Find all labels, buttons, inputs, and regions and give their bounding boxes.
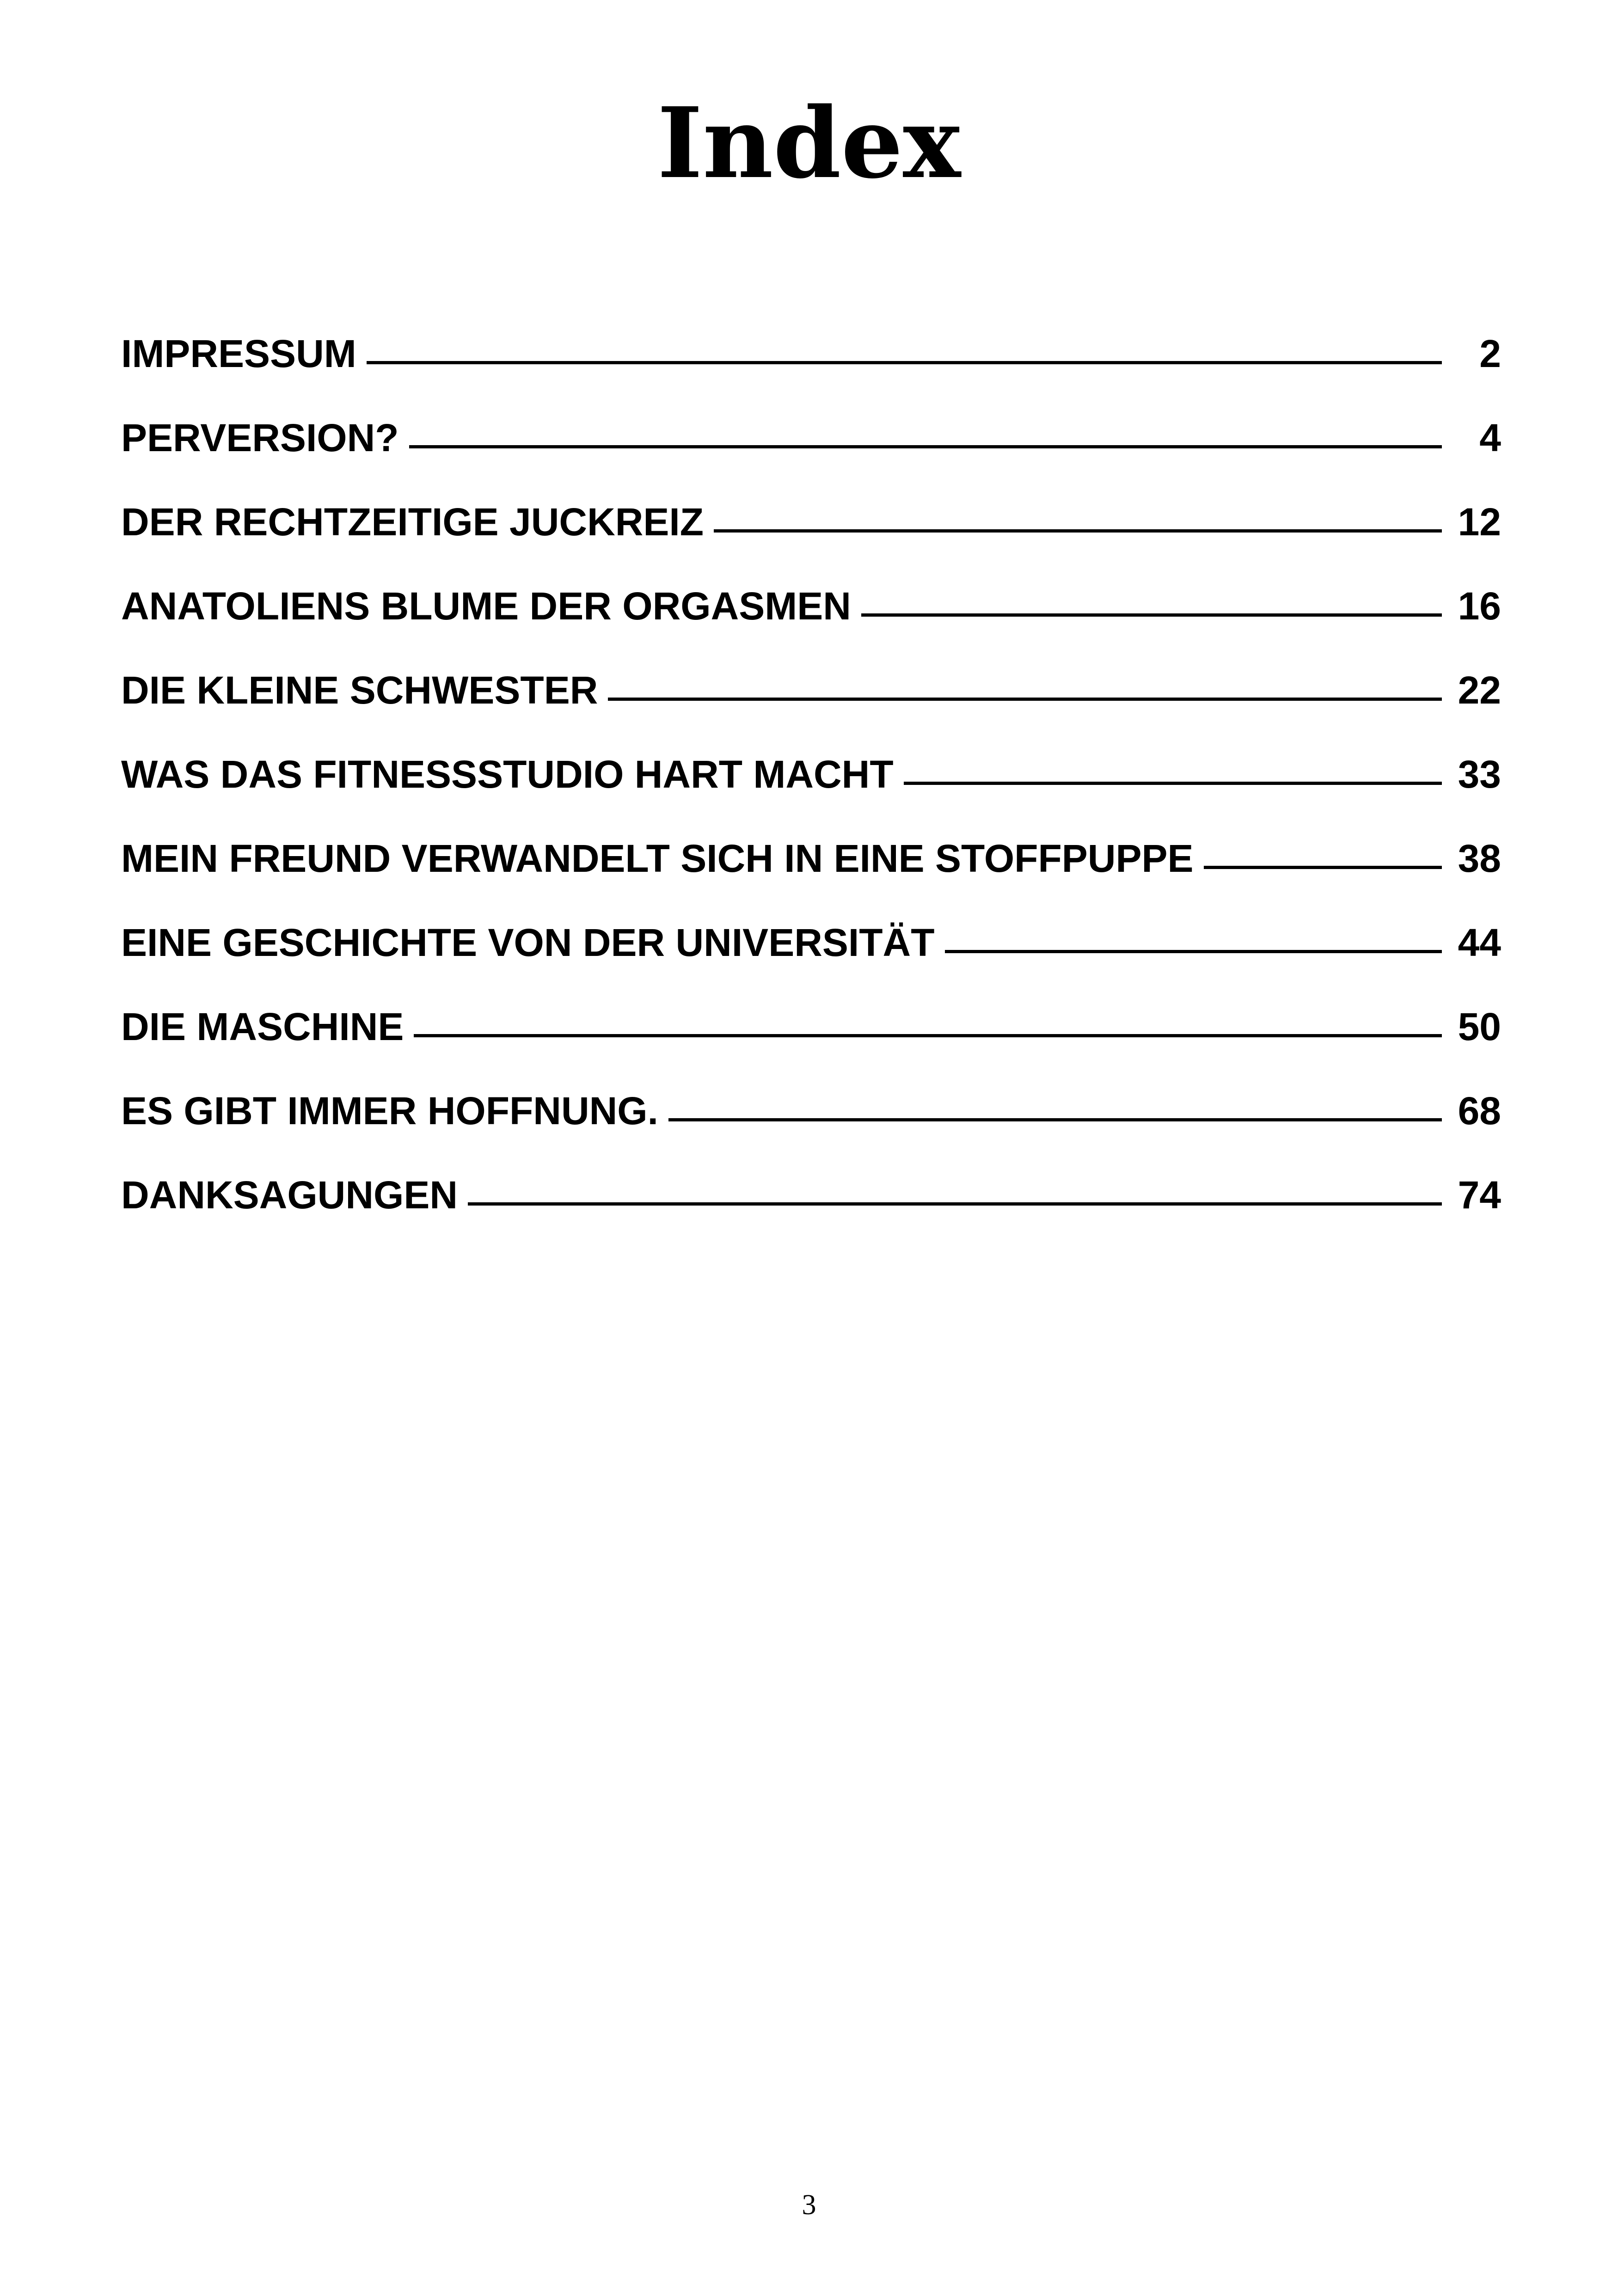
toc-entry-hoffnung[interactable] xyxy=(121,1081,1501,1165)
toc-entry-page: 33 xyxy=(1458,753,1501,796)
toc-entry-title: DER RECHTZEITIGE JUCKREIZ xyxy=(121,500,704,544)
page-title: Index xyxy=(657,86,961,200)
toc-entry-perversion[interactable] xyxy=(121,408,1501,492)
table-of-contents xyxy=(121,324,1501,1249)
toc-leader-line xyxy=(468,1202,1442,1206)
toc-entry-impressum[interactable] xyxy=(121,324,1501,408)
toc-entry-die-kleine-schwester[interactable] xyxy=(121,660,1501,744)
toc-entry-title: EINE GESCHICHTE VON DER UNIVERSITÄT xyxy=(121,921,935,964)
toc-entry-anatoliens-blume[interactable] xyxy=(121,576,1501,660)
toc-entry-title: MEIN FREUND VERWANDELT SICH IN EINE STOFFPUPPE xyxy=(121,837,1194,880)
toc-entry-page: 38 xyxy=(1458,837,1501,880)
toc-leader-line xyxy=(668,1118,1442,1121)
toc-leader-line xyxy=(904,782,1442,785)
toc-entry-page: 2 xyxy=(1479,332,1501,375)
toc-entry-page: 68 xyxy=(1458,1089,1501,1133)
toc-leader-line xyxy=(861,613,1442,617)
toc-entry-der-rechtzeitige-juckreiz[interactable] xyxy=(121,492,1501,576)
toc-entry-page: 22 xyxy=(1458,668,1501,712)
toc-leader-line xyxy=(714,529,1442,533)
toc-leader-line xyxy=(945,950,1442,953)
toc-entry-title: ES GIBT IMMER HOFFNUNG. xyxy=(121,1089,658,1133)
toc-entry-title: PERVERSION? xyxy=(121,416,399,459)
toc-entry-title: WAS DAS FITNESSSTUDIO HART MACHT xyxy=(121,753,894,796)
toc-leader-line xyxy=(414,1034,1442,1037)
toc-leader-line xyxy=(367,361,1442,364)
toc-entry-die-maschine[interactable] xyxy=(121,997,1501,1081)
toc-entry-title: DIE MASCHINE xyxy=(121,1005,404,1048)
toc-entry-page: 50 xyxy=(1458,1005,1501,1048)
toc-entry-universitaet[interactable] xyxy=(121,912,1501,997)
toc-leader-line xyxy=(1204,866,1442,869)
toc-entry-page: 44 xyxy=(1458,921,1501,964)
toc-entry-fitnessstudio[interactable] xyxy=(121,744,1501,828)
toc-entry-page: 4 xyxy=(1479,416,1501,459)
toc-entry-danksagungen[interactable] xyxy=(121,1165,1501,1249)
toc-entry-title: ANATOLIENS BLUME DER ORGASMEN xyxy=(121,584,851,628)
toc-entry-title: IMPRESSUM xyxy=(121,332,356,375)
toc-leader-line xyxy=(409,445,1442,448)
page-number: 3 xyxy=(802,2189,816,2221)
toc-entry-page: 12 xyxy=(1458,500,1501,544)
toc-leader-line xyxy=(608,698,1442,701)
toc-entry-title: DANKSAGUNGEN xyxy=(121,1173,458,1217)
toc-entry-stoffpuppe[interactable] xyxy=(121,828,1501,912)
toc-entry-page: 16 xyxy=(1458,584,1501,628)
toc-entry-page: 74 xyxy=(1458,1173,1501,1217)
toc-entry-title: DIE KLEINE SCHWESTER xyxy=(121,668,598,712)
